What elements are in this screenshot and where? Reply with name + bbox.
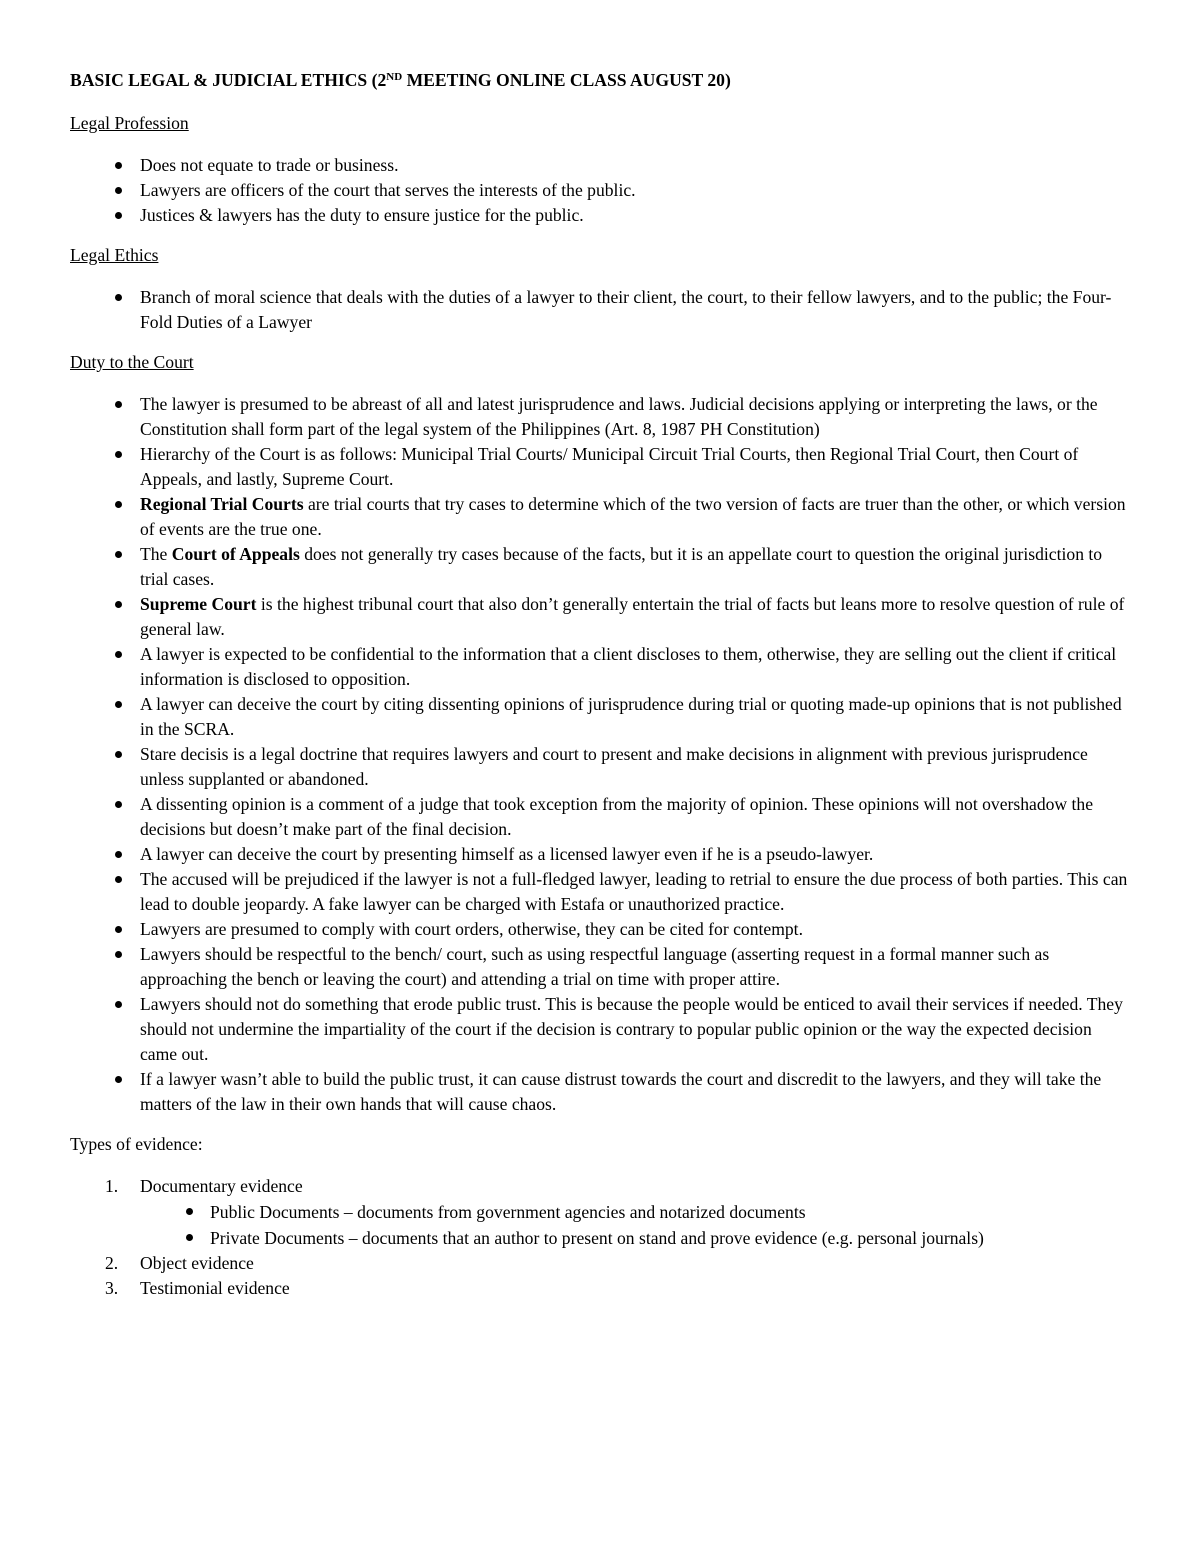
title-main: BASIC LEGAL & JUDICIAL ETHICS (2 (70, 70, 387, 90)
bullet-icon (115, 651, 122, 658)
list-item-text: Lawyers are presumed to comply with court orders, otherwise, they can be cited for contempt. (140, 919, 803, 939)
bullet-icon (186, 1208, 193, 1215)
bullet-icon (115, 876, 122, 883)
list-item-text: The accused will be prejudiced if the lawyer is not a full-fledged lawyer, leading to retrial to ensure the due process of both parties. This can lead to double jeopardy. A fake lawyer can be charged with Estafa or unauthorized practice. (140, 869, 1128, 914)
list-item-text: Object evidence (140, 1253, 254, 1273)
duty-to-court-heading: Duty to the Court (70, 352, 194, 372)
list-item-text: Public Documents – documents from government agencies and notarized documents (210, 1202, 806, 1222)
list-number: 1. (105, 1176, 119, 1196)
list-item-text: is the highest tribunal court that also don’t generally entertain the trial of facts but leans more to resolve question of rule of general law. (140, 594, 1125, 639)
title-superscript: ND (386, 71, 403, 83)
documentary-evidence-sublist (140, 1199, 1132, 1251)
list-item (70, 1067, 1132, 1117)
bold-term: Court of Appeals (171, 544, 300, 564)
bullet-icon (115, 951, 122, 958)
list-item (70, 692, 1132, 742)
list-item (70, 1174, 1132, 1251)
list-item (70, 642, 1132, 692)
list-item-text: Testimonial evidence (140, 1278, 290, 1298)
list-item (70, 542, 1132, 592)
list-item-text: Does not equate to trade or business. (140, 155, 399, 175)
bullet-icon (115, 551, 122, 558)
list-number: 2. (105, 1253, 119, 1273)
evidence-list (70, 1174, 1132, 1301)
bold-term: Supreme Court (140, 594, 257, 614)
list-item (70, 792, 1132, 842)
list-item (70, 492, 1132, 542)
list-item (70, 742, 1132, 792)
list-item (70, 942, 1132, 992)
list-item-text: The lawyer is presumed to be abreast of all and latest jurisprudence and laws. Judicial decisions applying or interpreting the laws, or the Constitution shall form part of the legal system of the Philippines (Art. 8, 1987 PH Constitution) (140, 394, 1098, 439)
bullet-icon (115, 294, 122, 301)
list-item (70, 592, 1132, 642)
document-title (70, 68, 1132, 93)
list-item-text: Branch of moral science that deals with the duties of a lawyer to their client, the court, to their fellow lawyers, and to the public; the Four-Fold Duties of a Lawyer (140, 287, 1112, 332)
bold-term: Regional Trial Courts (140, 494, 304, 514)
list-item (70, 842, 1132, 867)
list-item (70, 285, 1132, 335)
list-item (70, 153, 1132, 178)
evidence-heading: Types of evidence: (70, 1134, 203, 1154)
list-item (70, 917, 1132, 942)
list-item (70, 442, 1132, 492)
list-item (140, 1199, 1132, 1225)
bullet-icon (115, 1076, 122, 1083)
list-item-text: A lawyer can deceive the court by citing dissenting opinions of jurisprudence during trial or quoting made-up opinions that is not published in the SCRA. (140, 694, 1122, 739)
list-item-text: does not generally try cases because of the facts, but it is an appellate court to question the original jurisdiction to trial cases. (140, 544, 1103, 589)
list-item-text: Lawyers are officers of the court that serves the interests of the public. (140, 180, 636, 200)
bullet-icon (115, 751, 122, 758)
bullet-icon (115, 501, 122, 508)
list-item-text: Hierarchy of the Court is as follows: Municipal Trial Courts/ Municipal Circuit Trial Courts, then Regional Trial Court, then Court of Appeals, and lastly, Supreme Court. (140, 444, 1079, 489)
legal-profession-heading: Legal Profession (70, 113, 189, 133)
duty-to-court-list (70, 392, 1132, 1117)
list-item (70, 178, 1132, 203)
bullet-icon (115, 1001, 122, 1008)
bullet-icon (115, 451, 122, 458)
list-item (70, 1251, 1132, 1276)
list-item (70, 392, 1132, 442)
list-item-text: Documentary evidence (140, 1176, 303, 1196)
list-item-text: A dissenting opinion is a comment of a judge that took exception from the majority of opinion. These opinions will not overshadow the decisions but doesn’t make part of the final decision. (140, 794, 1094, 839)
list-number: 3. (105, 1278, 119, 1298)
document-page (70, 68, 1132, 1301)
list-item (70, 867, 1132, 917)
list-item-text: Justices & lawyers has the duty to ensure justice for the public. (140, 205, 584, 225)
bullet-icon (115, 401, 122, 408)
legal-profession-list (70, 153, 1132, 228)
list-item-text: A lawyer can deceive the court by presenting himself as a licensed lawyer even if he is a pseudo-lawyer. (140, 844, 874, 864)
bullet-icon (115, 801, 122, 808)
list-item-text: If a lawyer wasn’t able to build the public trust, it can cause distrust towards the court and discredit to the lawyers, and they will take the matters of the law in their own hands that will cause chaos. (140, 1069, 1102, 1114)
list-item-text: A lawyer is expected to be confidential to the information that a client discloses to them, otherwise, they are selling out the client if critical information is disclosed to opposition. (140, 644, 1117, 689)
bullet-icon (115, 601, 122, 608)
list-item-text: Stare decisis is a legal doctrine that requires lawyers and court to present and make decisions in alignment with previous jurisprudence unless supplanted or abandoned. (140, 744, 1088, 789)
bullet-icon (115, 162, 122, 169)
list-item (70, 992, 1132, 1067)
list-item-text: Lawyers should be respectful to the bench/ court, such as using respectful language (asserting request in a formal manner such as approaching the bench or leaving the court) and attending a trial on time with proper attire. (140, 944, 1050, 989)
list-item (70, 203, 1132, 228)
legal-ethics-list (70, 285, 1132, 335)
legal-ethics-heading: Legal Ethics (70, 245, 159, 265)
list-item-text: are trial courts that try cases to determine which of the two version of facts are truer than the other, or which version of events are the true one. (140, 494, 1126, 539)
list-item (140, 1225, 1132, 1251)
bullet-icon (115, 851, 122, 858)
title-rest: MEETING ONLINE CLASS AUGUST 20) (402, 70, 731, 90)
bullet-icon (186, 1234, 193, 1241)
list-item-text: The (140, 544, 172, 564)
bullet-icon (115, 926, 122, 933)
bullet-icon (115, 187, 122, 194)
list-item-text: Private Documents – documents that an author to present on stand and prove evidence (e.g. personal journals) (210, 1228, 984, 1248)
bullet-icon (115, 212, 122, 219)
list-item-text: Lawyers should not do something that erode public trust. This is because the people would be enticed to avail their services if needed. They should not undermine the impartiality of the court if the decision is contrary to popular public opinion or the way the expected decision came out. (140, 994, 1123, 1064)
list-item (70, 1276, 1132, 1301)
bullet-icon (115, 701, 122, 708)
